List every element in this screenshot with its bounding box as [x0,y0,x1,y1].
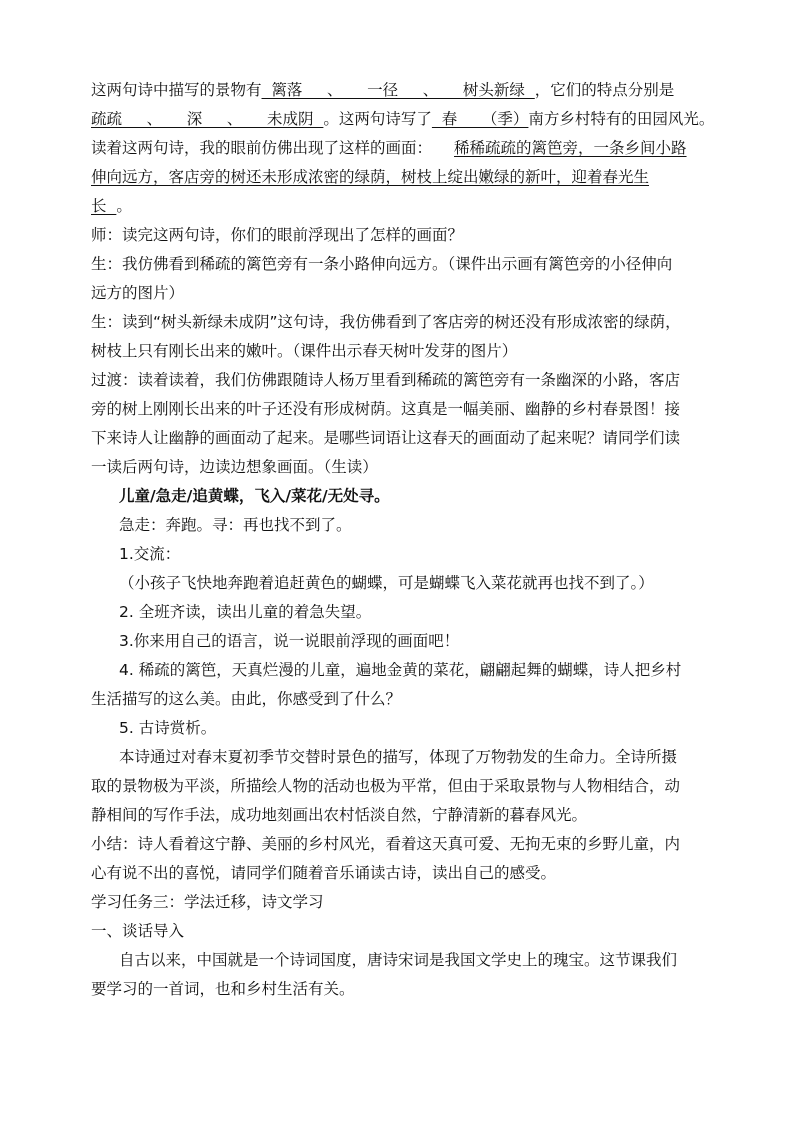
intro-line-2: 要学习的一首词，也和乡村生活有关。 [91,980,355,998]
student-answer-1-line-2: 远方的图片） [91,284,185,302]
answer-blank-features: 疏疏 、 深 、 未成阴 [91,110,324,128]
summary-line-1: 小结：诗人看着这宁静、美丽的乡村风光，看着这天真可爱、无拘无束的乡野儿童，内 [91,835,681,853]
item-1: 1.交流： [119,545,181,563]
transition-line-3: 下来诗人让幽静的画面动了起来。是哪些词语让这春天的画面动了起来呢？请同学们读 [91,429,681,447]
answer-blank-picture: 稀稀疏疏的篱笆旁，一条乡间小路 [454,139,687,157]
text: ，它们的特点分别是 [534,81,675,99]
text: 读着这两句诗，我的眼前仿佛出现了这样的画面： [91,139,433,157]
appreciation-line-2: 取的景物极为平淡，所描绘人物的活动也极为平常，但由于采取景物与人物相结合，动 [91,777,681,795]
paragraph-scenery-line-3 [91,134,711,163]
answer-blank-picture-end: 长 [91,197,117,215]
text: 。 [116,197,132,215]
answer-blank-season: 春 （季） [431,110,529,128]
transition-line-4: 一读后两句诗，边读边想象画面。（生读） [91,458,378,476]
item-3: 3.你来用自己的语言，说一说眼前浮现的画面吧！ [119,632,460,650]
student-answer-1-line-1: 生：我仿佛看到稀疏的篱笆旁有一条小路伸向远方。（课件出示画有篱笆旁的小径伸向 [91,255,673,273]
transition-line-2: 旁的树上刚刚长出来的叶子还没有形成树荫。这真是一幅美丽、幽静的乡村春景图！接 [91,400,681,418]
teacher-question: 师：读完这两句诗，你们的眼前浮现出了怎样的画面？ [91,226,464,244]
item-5: 5. 古诗赏析。 [119,719,217,737]
answer-blank-scenery: 篱落 、 一径 、 树头新绿 [261,81,535,99]
paragraph-scenery-line-1 [91,76,711,105]
summary-line-2: 心有说不出的喜悦，请同学们随着音乐诵读古诗，读出自己的感受。 [91,864,557,882]
student-answer-2-line-2: 树枝上只有刚长出来的嫩叶。（课件出示春天树叶发芽的图片） [91,342,518,360]
transition-line-1: 过渡：读着读着，我们仿佛跟随诗人杨万里看到稀疏的篱笆旁有一条幽深的小路，客店 [91,371,681,389]
word-gloss: 急走：奔跑。寻：再也找不到了。 [119,516,352,534]
item-4-line-2: 生活描写的这么美。由此，你感受到了什么？ [91,690,402,708]
item-1-note: （小孩子飞快地奔跑着追赶黄色的蝴蝶，可是蝴蝶飞入菜花就再也找不到了。） [119,574,654,592]
intro-line-1: 自古以来，中国就是一个诗词国度，唐诗宋词是我国文学史上的瑰宝。这节课我们 [119,951,678,969]
lesson-text [91,76,715,1004]
paragraph-scenery-line-4 [91,163,711,192]
section-1-heading: 一、谈话导入 [91,922,185,940]
appreciation-line-1: 本诗通过对春末夏初季节交替时景色的描写，体现了万物勃发的生命力。全诗所摄 [119,748,678,766]
paragraph-scenery-line-2 [91,105,715,134]
answer-blank-picture-cont: 伸向远方，客店旁的树还未形成浓密的绿荫，树枝上绽出嫩绿的新叶，迎着春光生 [91,168,650,186]
text: 。这两句诗写了 [323,110,432,128]
task-3-heading: 学习任务三：学法迁移，诗文学习 [91,893,324,911]
text: 南方乡村特有的田园风光。 [528,110,715,128]
student-answer-2-line-1: 生：读到“树头新绿未成阴”这句诗，我仿佛看到了客店旁的树还没有形成浓密的绿荫， [91,313,681,331]
appreciation-line-3: 静相间的写作手法，成功地刻画出农村恬淡自然，宁静清新的暮春风光。 [91,806,588,824]
item-4-line-1: 4. 稀疏的篱笆，天真烂漫的儿童，遍地金黄的菜花，翩翩起舞的蝴蝶，诗人把乡村 [119,661,682,679]
item-2: 2. 全班齐读，读出儿童的着急失望。 [119,603,372,621]
poem-line: 儿童/急走/追黄蝶，飞入/菜花/无处寻。 [119,487,390,505]
paragraph-scenery-line-5 [91,192,711,221]
text: 这两句诗中描写的景物有 [91,81,262,99]
